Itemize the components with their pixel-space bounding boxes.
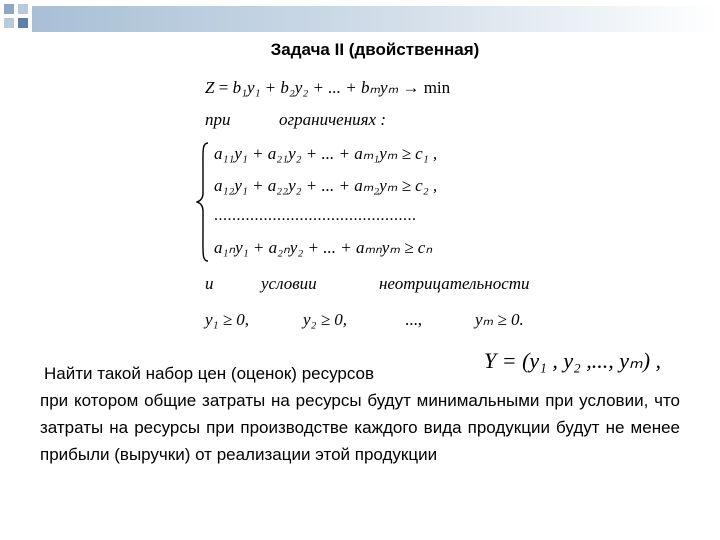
constraint-row: a₁₂y₁ + a₂₂y₂ + ... + aₘ₂yₘ ≥ c₂ , <box>214 176 438 195</box>
decor-square <box>18 4 28 14</box>
objective-goal: min <box>423 78 451 97</box>
slide-title: Задача II (двойственная) <box>270 40 480 59</box>
objective-function <box>205 78 450 98</box>
constraint-row: a₁₁y₁ + a₂₁y₂ + ... + aₘ₁yₘ ≥ c₁ , <box>214 144 438 163</box>
label-i: и <box>205 274 214 293</box>
condition-y2: y₂ ≥ 0, <box>303 310 348 329</box>
decor-square <box>18 18 28 28</box>
y-vector-formula: Y = (y₁ , y₂ ,..., yₘ) , <box>484 348 662 373</box>
nonneg-conditions <box>205 310 565 332</box>
system-brace <box>196 141 210 263</box>
constraints-label <box>205 110 386 130</box>
objective-lhs: Z <box>205 78 215 97</box>
label-neotritsatelnosti: неотрицательности <box>379 274 530 293</box>
header-gradient-bar <box>32 6 720 32</box>
arrow-icon: → <box>402 78 420 97</box>
label-uslovii: условии <box>261 274 317 293</box>
constraint-row: a₁ₙy₁ + a₂ₙy₂ + ... + aₘₙyₘ ≥ cₙ <box>214 238 433 257</box>
description-line1: Найти такой набор цен (оценок) ресурсов <box>44 364 375 383</box>
label-pri: при <box>205 110 231 129</box>
condition-y1: y₁ ≥ 0, <box>205 310 250 329</box>
objective-terms: b₁y₁ + b₂y₂ + ... + bₘyₘ <box>232 78 399 97</box>
decor-square <box>4 4 14 14</box>
label-ogranicheniyah: ограничениях : <box>279 110 387 129</box>
condition-ym: yₘ ≥ 0. <box>475 310 524 329</box>
constraint-ellipsis: ............................................. <box>214 207 417 224</box>
description-rest: при котором общие затраты на ресурсы будут минимальными при условии, что затраты на ресурсы при производстве каждого вида продукции будут не менее прибыли (выручки) от реализации этой продукции <box>40 391 680 464</box>
condition-ellipsis: ..., <box>405 310 422 329</box>
decor-square <box>4 18 14 28</box>
task-description <box>40 360 680 468</box>
equals-sign: = <box>218 78 229 97</box>
nonneg-label <box>205 274 605 296</box>
